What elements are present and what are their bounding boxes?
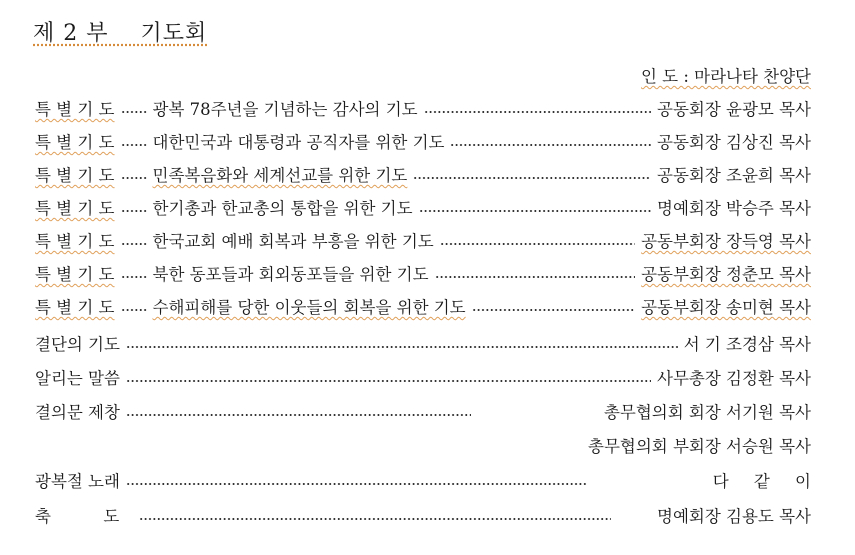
leader-dots <box>121 177 147 179</box>
leader-dots <box>121 111 147 113</box>
leader-dots <box>126 414 471 416</box>
program-row <box>35 502 811 528</box>
row-name: 공동회장 김상진 목사 <box>657 133 811 152</box>
row-name: 공동부회장 장득영 목사 <box>641 232 811 251</box>
row-name: 명예회장 박승주 목사 <box>657 199 811 218</box>
row-title: 민족복음화와 세계선교를 위한 기도 <box>152 166 408 185</box>
leader-dots <box>413 177 651 179</box>
row-label: 특 별 기 도 <box>35 232 115 251</box>
program-row <box>35 330 811 356</box>
row-title: 한기총과 한교총의 통합을 위한 기도 <box>152 199 413 218</box>
program-row <box>35 128 811 154</box>
leader-dots <box>424 111 651 113</box>
leader-dots <box>121 276 147 278</box>
program-row <box>35 227 811 253</box>
leader-dots <box>121 210 147 212</box>
program-row <box>35 364 811 390</box>
program-row <box>35 293 811 319</box>
row-name: 공동부회장 정춘모 목사 <box>641 265 811 284</box>
row-name: 사무총장 김정환 목사 <box>657 369 811 388</box>
row-name: 다 같 이 <box>712 472 821 491</box>
leader-dots <box>126 380 651 382</box>
row-title: 북한 동포들과 회외동포들을 위한 기도 <box>152 265 429 284</box>
leader-row <box>35 62 811 88</box>
row-name: 공동회장 윤광모 목사 <box>657 100 811 119</box>
row-title: 한국교회 예배 회복과 부흥을 위한 기도 <box>152 232 434 251</box>
leader-dots <box>121 309 147 311</box>
row-name: 총무협의회 회장 서기원 목사 <box>603 403 811 422</box>
leader-dots <box>121 144 147 146</box>
program-row <box>35 260 811 286</box>
row-label: 특 별 기 도 <box>35 100 115 119</box>
leader-dots <box>126 346 678 348</box>
program-row <box>35 467 821 493</box>
row-label: 광복절 노래 <box>35 472 120 491</box>
row-name: 공동회장 조윤희 목사 <box>657 166 811 185</box>
row-label: 특 별 기 도 <box>35 298 115 317</box>
row-title: 대한민국과 대통령과 공직자를 위한 기도 <box>152 133 445 152</box>
row-label: 특 별 기 도 <box>35 166 115 185</box>
row-name: 총무협의회 부회장 서승원 목사 <box>588 437 811 456</box>
leader-dots <box>126 483 587 485</box>
program-row <box>35 95 811 121</box>
row-label: 축 도 <box>35 507 134 526</box>
row-name: 공동부회장 송미현 목사 <box>641 298 811 317</box>
row-label: 특 별 기 도 <box>35 265 115 284</box>
row-title: 광복 78주년을 기념하는 감사의 기도 <box>152 100 418 119</box>
program-row <box>35 432 811 458</box>
leader-text: 인 도 : 마라나타 찬양단 <box>641 67 811 86</box>
row-label: 결의문 제창 <box>35 403 120 422</box>
row-label: 특 별 기 도 <box>35 199 115 218</box>
row-title: 수해피해를 당한 이웃들의 회복을 위한 기도 <box>152 298 466 317</box>
leader-dots <box>440 243 635 245</box>
row-label: 알리는 말씀 <box>35 369 120 388</box>
leader-dots <box>419 210 651 212</box>
leader-dots <box>450 144 651 146</box>
program-row <box>35 161 811 187</box>
row-label: 결단의 기도 <box>35 335 120 354</box>
program-row <box>35 194 811 220</box>
leader-dots <box>472 309 635 311</box>
row-name: 명예회장 김용도 목사 <box>657 507 811 526</box>
program-row <box>35 398 811 424</box>
leader-dots <box>121 243 147 245</box>
row-label: 특 별 기 도 <box>35 133 115 152</box>
section-heading: 제 2 부 기도회 <box>33 21 208 46</box>
row-name: 서 기 조경삼 목사 <box>683 335 811 354</box>
leader-dots <box>435 276 636 278</box>
leader-dots <box>139 518 611 520</box>
